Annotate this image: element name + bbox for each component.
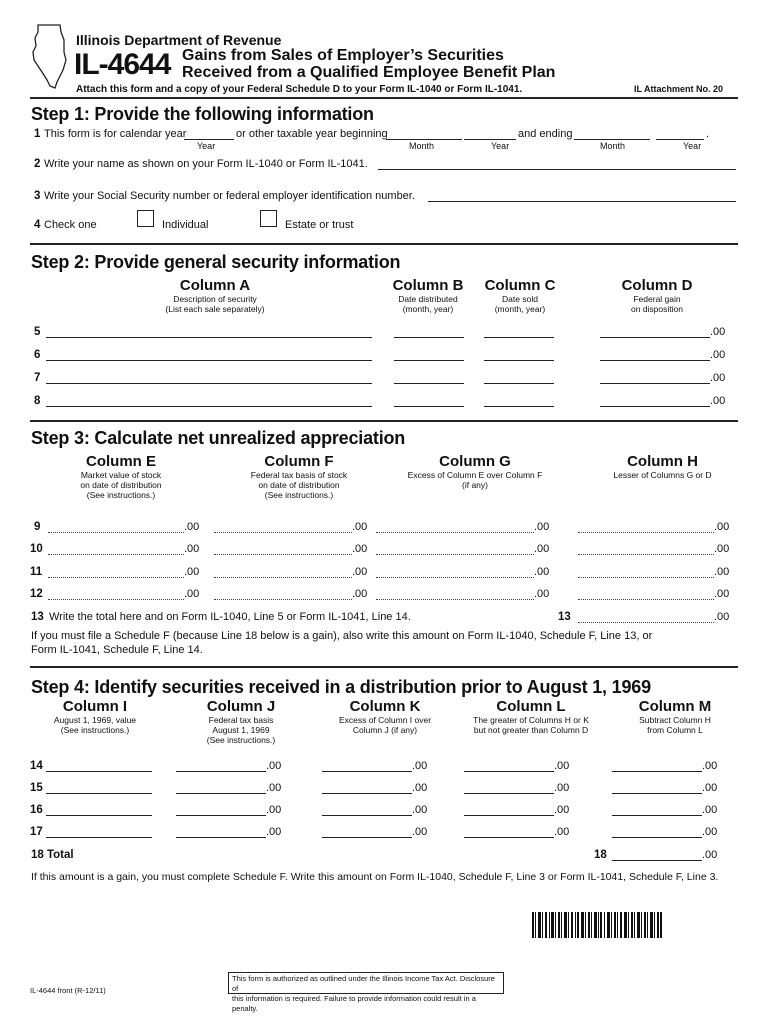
line11-h-cents: .00 (714, 566, 730, 578)
line7-col-a[interactable] (46, 383, 372, 384)
line13-cents: .00 (714, 611, 730, 623)
line14-l-cents: .00 (554, 760, 570, 772)
column-k-title: Column K (349, 698, 421, 715)
line13-label: Write the total here and on Form IL-1040, Line 5 or Form IL-1041, Line 14. (49, 611, 411, 623)
column-m-header (620, 698, 730, 735)
end-month-label: Month (600, 141, 626, 151)
line10-col-e[interactable] (48, 554, 184, 555)
line2-label: Write your name as shown on your Form IL-1040 or Form IL-1041. (44, 158, 368, 170)
column-c-title: Column C (484, 277, 556, 294)
begin-year-label: Year (491, 141, 510, 151)
line10-col-g[interactable] (376, 554, 534, 555)
column-j-desc2: August 1, 1969 (212, 725, 270, 735)
line1-label-a: This form is for calendar year (44, 128, 187, 140)
header-rule (30, 97, 738, 99)
column-k-desc: Excess of Column I over (338, 715, 432, 725)
end-month-field[interactable] (574, 139, 650, 140)
column-h-title: Column H (627, 453, 698, 470)
line17-j-cents: .00 (266, 826, 282, 838)
step1-title: Step 1: Provide the following information (31, 104, 374, 124)
line14-col-k[interactable] (322, 771, 412, 772)
line6-col-a[interactable] (46, 360, 372, 361)
column-k-header (330, 698, 440, 735)
line7-col-c[interactable] (484, 383, 554, 384)
line17-col-k[interactable] (322, 837, 412, 838)
line17-col-i[interactable] (46, 837, 152, 838)
line11-col-e[interactable] (48, 577, 184, 578)
column-c-desc: Date sold (502, 294, 538, 304)
line6-number: 6 (34, 349, 41, 361)
line8-cents: .00 (710, 395, 726, 407)
column-b-desc: Date distributed (398, 294, 458, 304)
line12-col-h[interactable] (578, 599, 714, 600)
begin-month-field[interactable] (386, 139, 462, 140)
column-e-title: Column E (86, 453, 156, 470)
column-j-header (186, 698, 296, 745)
line13-total-field[interactable] (578, 622, 714, 623)
line9-number: 9 (34, 521, 41, 533)
column-g-desc2: (if any) (462, 480, 488, 490)
column-f-desc: Federal tax basis of stock (250, 470, 348, 480)
column-a-header (150, 277, 280, 314)
line9-col-f[interactable] (214, 532, 352, 533)
begin-year-field[interactable] (464, 139, 516, 140)
line4-number: 4 (34, 219, 41, 231)
line15-j-cents: .00 (266, 782, 282, 794)
column-b-desc2: (month, year) (402, 304, 454, 314)
column-d-title: Column D (621, 277, 693, 294)
line12-number: 12 (30, 588, 43, 600)
line10-number: 10 (30, 543, 43, 555)
form-title-line1: Gains from Sales of Employer’s Securities (182, 47, 504, 64)
line10-h-cents: .00 (714, 543, 730, 555)
column-f-desc2: on date of distribution (258, 480, 340, 490)
line14-col-l[interactable] (464, 771, 554, 772)
column-d-desc: Federal gain (633, 294, 681, 304)
line14-col-j[interactable] (176, 771, 266, 772)
line15-col-l[interactable] (464, 793, 554, 794)
line12-col-f[interactable] (214, 599, 352, 600)
column-c-header (478, 277, 562, 314)
line5-col-c[interactable] (484, 337, 554, 338)
line8-col-a[interactable] (46, 406, 372, 407)
column-a-title: Column A (179, 277, 251, 294)
column-a-desc: Description of security (173, 294, 257, 304)
line14-col-m[interactable] (612, 771, 702, 772)
line6-col-b[interactable] (394, 360, 464, 361)
line16-m-cents: .00 (702, 804, 718, 816)
schedule-f-note-line2: Form IL-1041, Schedule F, Line 14. (31, 644, 203, 656)
line11-col-h[interactable] (578, 577, 714, 578)
line16-k-cents: .00 (412, 804, 428, 816)
column-m-title: Column M (638, 698, 712, 715)
line14-col-i[interactable] (46, 771, 152, 772)
line14-k-cents: .00 (412, 760, 428, 772)
attachment-number: IL Attachment No. 20 (634, 84, 724, 94)
line17-l-cents: .00 (554, 826, 570, 838)
column-l-desc: The greater of Columns H or K (473, 715, 589, 725)
line15-col-j[interactable] (176, 793, 266, 794)
line5-col-d[interactable] (600, 337, 710, 338)
step3-title: Step 3: Calculate net unrealized appreciation (31, 428, 406, 448)
line5-col-a[interactable] (46, 337, 372, 338)
line14-m-cents: .00 (702, 760, 718, 772)
barcode-icon (532, 912, 662, 938)
line4-label: Check one (44, 219, 97, 231)
line17-k-cents: .00 (412, 826, 428, 838)
column-e-desc3: (See instructions.) (86, 490, 156, 500)
column-m-desc: Subtract Column H (639, 715, 711, 725)
line11-col-g[interactable] (376, 577, 534, 578)
schedule-f-note-line1: If you must file a Schedule F (because Line 18 below is a gain), also write this amount on Form IL-1040, Schedule F, Line 13, or (31, 630, 653, 642)
begin-month-label: Month (409, 141, 435, 151)
column-b-title: Column B (392, 277, 464, 294)
line7-number: 7 (34, 372, 41, 384)
column-b-header (388, 277, 468, 314)
column-l-desc2: but not greater than Column D (473, 725, 589, 735)
line13-number: 13 (31, 611, 44, 623)
line1-label-c: and ending (518, 128, 573, 140)
line7-cents: .00 (710, 372, 726, 384)
line18-right-number: 18 (594, 849, 607, 861)
column-g-title: Column G (439, 453, 511, 470)
column-i-header (40, 698, 150, 735)
line15-col-k[interactable] (322, 793, 412, 794)
line9-col-h[interactable] (578, 532, 714, 533)
column-a-desc2: (List each sale separately) (165, 304, 265, 314)
column-g-header (400, 453, 550, 490)
line11-g-cents: .00 (534, 566, 550, 578)
line5-cents: .00 (710, 326, 726, 338)
line12-e-cents: .00 (184, 588, 200, 600)
line11-col-f[interactable] (214, 577, 352, 578)
line15-col-i[interactable] (46, 793, 152, 794)
column-c-desc2: (month, year) (494, 304, 546, 314)
line1-period: . (706, 128, 710, 140)
attach-note: Attach this form and a copy of your Federal Schedule D to your Form IL-1040 or Form IL-1041. (76, 84, 523, 95)
line2-number: 2 (34, 158, 41, 170)
line14-number: 14 (30, 760, 43, 772)
column-j-desc3: (See instructions.) (206, 735, 276, 745)
line7-col-b[interactable] (394, 383, 464, 384)
line12-h-cents: .00 (714, 588, 730, 600)
line5-col-b[interactable] (394, 337, 464, 338)
column-h-desc: Lesser of Columns G or D (613, 470, 712, 480)
line17-col-m[interactable] (612, 837, 702, 838)
line3-label: Write your Social Security number or federal employer identification number. (44, 190, 415, 202)
line9-h-cents: .00 (714, 521, 730, 533)
line12-f-cents: .00 (352, 588, 368, 600)
form-revision: IL-4644 front (R-12/11) (30, 986, 106, 995)
individual-label: Individual (162, 219, 209, 231)
column-i-desc2: (See instructions.) (60, 725, 130, 735)
line10-f-cents: .00 (352, 543, 368, 555)
line6-col-d[interactable] (600, 360, 710, 361)
schedule-f-gain-note: If this amount is a gain, you must complete Schedule F. Write this amount on Form IL-1040, Schedule F, Line 3 or Form IL-1041, Schedule F, Line 3. (31, 871, 719, 883)
line3-number: 3 (34, 190, 41, 202)
line10-col-f[interactable] (214, 554, 352, 555)
column-d-header (612, 277, 702, 314)
line8-col-c[interactable] (484, 406, 554, 407)
line18-total-field[interactable] (612, 860, 702, 861)
line16-col-m[interactable] (612, 815, 702, 816)
step2-title: Step 2: Provide general security information (31, 252, 401, 272)
line1-label-b: or other taxable year beginning (236, 128, 388, 140)
line8-number: 8 (34, 395, 41, 407)
column-f-title: Column F (264, 453, 334, 470)
line9-g-cents: .00 (534, 521, 550, 533)
ssn-fein-field[interactable] (428, 201, 736, 202)
form-title-line2: Received from a Qualified Employee Benefit Plan (182, 64, 556, 81)
line6-cents: .00 (710, 349, 726, 361)
form-number: IL-4644 (74, 48, 171, 81)
line14-j-cents: .00 (266, 760, 282, 772)
column-m-desc2: from Column L (647, 725, 703, 735)
column-l-header (466, 698, 596, 735)
agency-name: Illinois Department of Revenue (76, 32, 282, 48)
line11-e-cents: .00 (184, 566, 200, 578)
line8-col-b[interactable] (394, 406, 464, 407)
authority-box (228, 972, 504, 1013)
line16-j-cents: .00 (266, 804, 282, 816)
step3-rule (30, 666, 738, 668)
column-f-desc3: (See instructions.) (264, 490, 334, 500)
column-d-desc2: on disposition (631, 304, 683, 314)
line16-col-i[interactable] (46, 815, 152, 816)
individual-checkbox[interactable] (137, 210, 154, 227)
authority-line1: This form is authorized as outlined under the Illinois Income Tax Act. Disclosure of (232, 974, 495, 993)
line17-col-j[interactable] (176, 837, 266, 838)
column-e-desc: Market value of stock (80, 470, 162, 480)
line13-right-number: 13 (558, 611, 571, 623)
line10-col-h[interactable] (578, 554, 714, 555)
line15-col-m[interactable] (612, 793, 702, 794)
line15-number: 15 (30, 782, 43, 794)
line15-l-cents: .00 (554, 782, 570, 794)
calendar-year-field[interactable] (184, 139, 234, 140)
end-year-label: Year (683, 141, 702, 151)
line15-m-cents: .00 (702, 782, 718, 794)
line12-col-e[interactable] (48, 599, 184, 600)
line8-col-d[interactable] (600, 406, 710, 407)
step4-title: Step 4: Identify securities received in a distribution prior to August 1, 1969 (31, 677, 651, 697)
line12-col-g[interactable] (376, 599, 534, 600)
line9-e-cents: .00 (184, 521, 200, 533)
line9-f-cents: .00 (352, 521, 368, 533)
line16-col-j[interactable] (176, 815, 266, 816)
column-j-title: Column J (206, 698, 276, 715)
line16-number: 16 (30, 804, 43, 816)
line18-total-label: 18 Total (31, 849, 74, 861)
line17-number: 17 (30, 826, 43, 838)
line5-number: 5 (34, 326, 41, 338)
line16-col-k[interactable] (322, 815, 412, 816)
column-k-desc2: Column J (if any) (352, 725, 418, 735)
authority-line2: this information is required. Failure to provide information could result in a penalty. (232, 994, 476, 1013)
line18-cents: .00 (702, 849, 718, 861)
line16-col-l[interactable] (464, 815, 554, 816)
estate-trust-label: Estate or trust (285, 219, 354, 231)
line11-number: 11 (30, 566, 43, 578)
line15-k-cents: .00 (412, 782, 428, 794)
line12-g-cents: .00 (534, 588, 550, 600)
column-j-desc: Federal tax basis (208, 715, 274, 725)
estate-trust-checkbox[interactable] (260, 210, 277, 227)
step1-rule (30, 243, 738, 245)
column-h-header (600, 453, 725, 480)
column-e-header (66, 453, 176, 500)
end-year-field[interactable] (656, 139, 704, 140)
line10-e-cents: .00 (184, 543, 200, 555)
line7-col-d[interactable] (600, 383, 710, 384)
year-label: Year (197, 141, 216, 151)
line11-f-cents: .00 (352, 566, 368, 578)
column-i-desc: August 1, 1969, value (53, 715, 137, 725)
line10-g-cents: .00 (534, 543, 550, 555)
line9-col-e[interactable] (48, 532, 184, 533)
column-l-title: Column L (496, 698, 566, 715)
name-field[interactable] (378, 169, 736, 170)
column-e-desc2: on date of distribution (80, 480, 162, 490)
step2-rule (30, 420, 738, 422)
column-g-desc: Excess of Column E over Column F (407, 470, 543, 480)
illinois-map-icon (30, 22, 70, 92)
line17-col-l[interactable] (464, 837, 554, 838)
line17-m-cents: .00 (702, 826, 718, 838)
line6-col-c[interactable] (484, 360, 554, 361)
column-f-header (234, 453, 364, 500)
line1-number: 1 (34, 128, 41, 140)
column-i-title: Column I (62, 698, 128, 715)
line16-l-cents: .00 (554, 804, 570, 816)
line9-col-g[interactable] (376, 532, 534, 533)
